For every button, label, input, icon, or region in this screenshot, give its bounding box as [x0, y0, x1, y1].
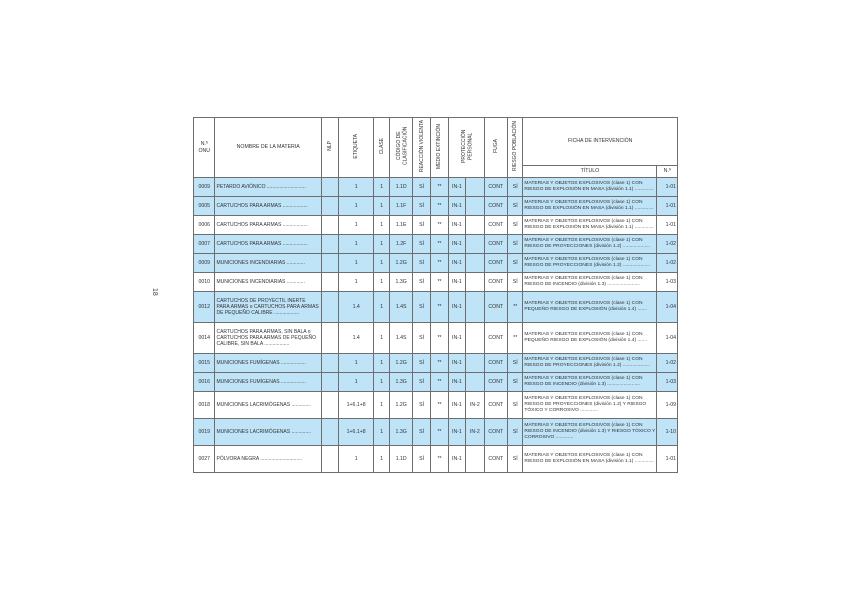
table-cell-onu: 0018 — [194, 392, 215, 419]
table-cell-titulo: MATERIAS Y OBJETOS EXPLOSIVOS (clase 1) CON RIESGO DE INCENDIO (división 1.3) ........................ — [523, 273, 657, 292]
table-cell-proteccion: IN-1 — [448, 419, 465, 446]
table-cell-nlp — [321, 273, 338, 292]
table-cell-nlp — [321, 392, 338, 419]
header-etiqueta: ETIQUETA — [339, 118, 374, 178]
table-cell-proteccion: IN-1 — [448, 354, 465, 373]
table-cell-nficha: 1-09 — [657, 392, 678, 419]
table-cell-fuga: CONT — [484, 273, 508, 292]
table-cell-clase: 1 — [374, 292, 390, 323]
table-row — [194, 446, 678, 473]
table-cell-reaccion: SÍ — [412, 419, 430, 446]
table-cell-medio: ** — [431, 323, 448, 354]
header-fuga: FUGA — [484, 118, 508, 178]
table-cell-onu: 0015 — [194, 354, 215, 373]
table-row — [194, 292, 678, 323]
table-cell-reaccion: SÍ — [412, 392, 430, 419]
table-cell-proteccion: IN-1 — [448, 197, 465, 216]
table-cell-titulo: MATERIAS Y OBJETOS EXPLOSIVOS (clase 1) CON PEQUEÑO RIESGO DE EXPLOSIÓN (división 1.4) ....... — [523, 323, 657, 354]
table-cell-medio: ** — [431, 197, 448, 216]
table-cell-fuga: CONT — [484, 178, 508, 197]
table-cell-clase: 1 — [374, 216, 390, 235]
table-cell-riesgo: SÍ — [508, 216, 523, 235]
table-cell-name: CARTUCHOS PARA ARMAS .................. — [215, 235, 321, 254]
table-cell-proteccion: IN-1 — [448, 446, 465, 473]
table-cell-fuga: CONT — [484, 419, 508, 446]
table-cell-codigo: 1.2F — [390, 235, 413, 254]
table-cell-clase: 1 — [374, 254, 390, 273]
table-cell-proteccion-2 — [466, 254, 484, 273]
table-cell-nlp — [321, 216, 338, 235]
header-nlp: NLP — [321, 118, 338, 178]
table-cell-reaccion: SÍ — [412, 197, 430, 216]
table-cell-codigo: 1.2G — [390, 392, 413, 419]
header-onu: N.º ONU — [194, 118, 215, 178]
table-cell-nficha: 1-03 — [657, 373, 678, 392]
table-cell-etiqueta: 1 — [339, 178, 374, 197]
table-cell-proteccion: IN-1 — [448, 235, 465, 254]
table-cell-name: MUNICIONES FUMÍGENAS .................. — [215, 354, 321, 373]
table-cell-titulo: MATERIAS Y OBJETOS EXPLOSIVOS (clase 1) CON RIESGO DE INCENDIO (división 1.3) Y RIESGO TÓXICO Y CORROSIVO ............. — [523, 419, 657, 446]
table-cell-etiqueta: 1.4 — [339, 323, 374, 354]
table-cell-riesgo: SÍ — [508, 178, 523, 197]
table-cell-riesgo: SÍ — [508, 446, 523, 473]
table-cell-riesgo: SÍ — [508, 419, 523, 446]
header-titulo: TÍTULO — [523, 166, 657, 178]
table-cell-reaccion: SÍ — [412, 216, 430, 235]
table-cell-medio: ** — [431, 419, 448, 446]
header-nficha: N.º — [657, 166, 678, 178]
table-cell-medio: ** — [431, 292, 448, 323]
table-cell-nficha: 1-01 — [657, 446, 678, 473]
table-cell-proteccion: IN-1 — [448, 216, 465, 235]
table-cell-codigo: 1.3G — [390, 373, 413, 392]
table-cell-fuga: CONT — [484, 446, 508, 473]
table-cell-proteccion: IN-1 — [448, 254, 465, 273]
table-cell-fuga: CONT — [484, 354, 508, 373]
table-cell-name: PETARDO AVIÓNICO ............................ — [215, 178, 321, 197]
table-cell-codigo: 1.1E — [390, 216, 413, 235]
table-cell-onu: 0005 — [194, 197, 215, 216]
table-cell-codigo: 1.4S — [390, 292, 413, 323]
table-cell-medio: ** — [431, 273, 448, 292]
table-cell-fuga: CONT — [484, 373, 508, 392]
table-cell-name: CARTUCHOS PARA ARMAS, SIN BALA o CARTUCHOS PARA ARMAS DE PEQUEÑO CALIBRE, SIN BALA .................. — [215, 323, 321, 354]
table-cell-nlp — [321, 446, 338, 473]
table-cell-titulo: MATERIAS Y OBJETOS EXPLOSIVOS (clase 1) CON PEQUEÑO RIESGO DE EXPLOSIÓN (división 1.4) ....... — [523, 292, 657, 323]
table-cell-onu: 0014 — [194, 323, 215, 354]
table-cell-etiqueta: 1 — [339, 273, 374, 292]
table-cell-codigo: 1.2G — [390, 254, 413, 273]
table-cell-name: CARTUCHOS PARA ARMAS .................. — [215, 216, 321, 235]
table-cell-nlp — [321, 419, 338, 446]
table-cell-fuga: CONT — [484, 323, 508, 354]
header-nombre: NOMBRE DE LA MATERIA — [215, 118, 321, 178]
table-cell-fuga: CONT — [484, 292, 508, 323]
table-cell-onu: 0016 — [194, 373, 215, 392]
table-cell-titulo: MATERIAS Y OBJETOS EXPLOSIVOS (clase 1) CON RIESGO DE EXPLOSIÓN EN MASA (división 1.1) .............. — [523, 216, 657, 235]
table-cell-titulo: MATERIAS Y OBJETOS EXPLOSIVOS (clase 1) CON RIESGO DE EXPLOSIÓN EN MASA (división 1.1) .............. — [523, 446, 657, 473]
table-cell-medio: ** — [431, 235, 448, 254]
table-cell-codigo: 1.1D — [390, 178, 413, 197]
table-cell-etiqueta: 1 — [339, 254, 374, 273]
table-cell-titulo: MATERIAS Y OBJETOS EXPLOSIVOS (clase 1) CON RIESGO DE PROYECCIONES (división 1.2) Y RIESGO TÓXICO Y CORROSIVO ............. — [523, 392, 657, 419]
table-cell-nficha: 1-02 — [657, 235, 678, 254]
table-cell-proteccion: IN-1 — [448, 178, 465, 197]
table-cell-fuga: CONT — [484, 392, 508, 419]
table-cell-nlp — [321, 197, 338, 216]
table-cell-nlp — [321, 235, 338, 254]
table-cell-etiqueta: 1 — [339, 373, 374, 392]
table-cell-proteccion: IN-1 — [448, 323, 465, 354]
table-cell-clase: 1 — [374, 392, 390, 419]
table-cell-titulo: MATERIAS Y OBJETOS EXPLOSIVOS (clase 1) CON RIESGO DE EXPLOSIÓN EN MASA (división 1.1) .............. — [523, 197, 657, 216]
table-cell-medio: ** — [431, 446, 448, 473]
table-row — [194, 323, 678, 354]
table-cell-medio: ** — [431, 392, 448, 419]
table-cell-onu: 0009 — [194, 254, 215, 273]
table-cell-codigo: 1.4S — [390, 323, 413, 354]
table-row — [194, 373, 678, 392]
table-cell-etiqueta: 1 — [339, 354, 374, 373]
table-cell-proteccion-2 — [466, 216, 484, 235]
table-row — [194, 354, 678, 373]
table-cell-etiqueta: 1+6.1+8 — [339, 392, 374, 419]
table-cell-riesgo: SÍ — [508, 254, 523, 273]
table-cell-medio: ** — [431, 373, 448, 392]
table-cell-proteccion-2 — [466, 197, 484, 216]
header-medio: MEDIO EXTINCIÓN — [431, 118, 448, 178]
table-cell-reaccion: SÍ — [412, 273, 430, 292]
table-row — [194, 392, 678, 419]
table-cell-reaccion: SÍ — [412, 446, 430, 473]
table-cell-reaccion: SÍ — [412, 292, 430, 323]
table-cell-riesgo: SÍ — [508, 392, 523, 419]
table-cell-titulo: MATERIAS Y OBJETOS EXPLOSIVOS (clase 1) CON RIESGO DE PROYECCIONES (división 1.2) .................... — [523, 254, 657, 273]
table-row — [194, 197, 678, 216]
table-cell-onu: 0027 — [194, 446, 215, 473]
table-cell-proteccion: IN-1 — [448, 292, 465, 323]
table-cell-clase: 1 — [374, 446, 390, 473]
table-cell-name: MUNICIONES LACRIMÓGENAS .............. — [215, 392, 321, 419]
table-cell-onu: 0006 — [194, 216, 215, 235]
table-cell-titulo: MATERIAS Y OBJETOS EXPLOSIVOS (clase 1) CON RIESGO DE PROYECCIONES (división 1.2) .................... — [523, 235, 657, 254]
table-cell-nlp — [321, 292, 338, 323]
table-cell-proteccion-2 — [466, 354, 484, 373]
table-cell-reaccion: SÍ — [412, 235, 430, 254]
table-cell-riesgo: ** — [508, 292, 523, 323]
table-cell-codigo: 1.1D — [390, 446, 413, 473]
table-cell-medio: ** — [431, 216, 448, 235]
header-codigo: CÓDIGO DE CLASIFICACIÓN — [390, 118, 413, 178]
table-cell-riesgo: SÍ — [508, 354, 523, 373]
table-cell-codigo: 1.2G — [390, 354, 413, 373]
table-cell-titulo: MATERIAS Y OBJETOS EXPLOSIVOS (clase 1) CON RIESGO DE EXPLOSIÓN EN MASA (división 1.1) .............. — [523, 178, 657, 197]
page-number: 18 — [151, 288, 158, 296]
table-cell-proteccion: IN-1 — [448, 373, 465, 392]
table-cell-codigo: 1.1F — [390, 197, 413, 216]
table-cell-name: PÓLVORA NEGRA .............................. — [215, 446, 321, 473]
table-row — [194, 254, 678, 273]
materials-table — [193, 117, 678, 473]
table-cell-nlp — [321, 373, 338, 392]
table-cell-proteccion: IN-1 — [448, 392, 465, 419]
table-cell-name: CARTUCHOS PARA ARMAS .................. — [215, 197, 321, 216]
table-cell-onu: 0007 — [194, 235, 215, 254]
table-cell-fuga: CONT — [484, 197, 508, 216]
table-cell-nlp — [321, 323, 338, 354]
table-cell-proteccion-2 — [466, 178, 484, 197]
table-cell-onu: 0012 — [194, 292, 215, 323]
table-cell-clase: 1 — [374, 373, 390, 392]
table-cell-riesgo: ** — [508, 323, 523, 354]
table-cell-reaccion: SÍ — [412, 354, 430, 373]
table-cell-fuga: CONT — [484, 216, 508, 235]
table-cell-etiqueta: 1 — [339, 197, 374, 216]
header-clase: CLASE — [374, 118, 390, 178]
table-cell-clase: 1 — [374, 419, 390, 446]
table-cell-nlp — [321, 254, 338, 273]
table-cell-fuga: CONT — [484, 254, 508, 273]
table-cell-etiqueta: 1 — [339, 446, 374, 473]
table-cell-clase: 1 — [374, 273, 390, 292]
table-row — [194, 419, 678, 446]
table-cell-clase: 1 — [374, 197, 390, 216]
table-cell-titulo: MATERIAS Y OBJETOS EXPLOSIVOS (clase 1) CON RIESGO DE PROYECCIONES (división 1.2) .................... — [523, 354, 657, 373]
table-cell-proteccion-2 — [466, 273, 484, 292]
header-proteccion: PROTECCIÓN PERSONAL — [448, 118, 484, 178]
table-cell-onu: 0019 — [194, 419, 215, 446]
table-cell-codigo: 1.3G — [390, 419, 413, 446]
table-cell-medio: ** — [431, 354, 448, 373]
table-cell-clase: 1 — [374, 178, 390, 197]
table-cell-etiqueta: 1 — [339, 216, 374, 235]
table-row — [194, 273, 678, 292]
table-cell-nlp — [321, 178, 338, 197]
table-cell-name: MUNICIONES INCENDIARIAS ............. — [215, 254, 321, 273]
table-cell-proteccion-2 — [466, 446, 484, 473]
table-cell-clase: 1 — [374, 323, 390, 354]
table-row — [194, 178, 678, 197]
table-cell-nficha: 1-01 — [657, 216, 678, 235]
table-cell-codigo: 1.3G — [390, 273, 413, 292]
table-cell-reaccion: SÍ — [412, 373, 430, 392]
table-cell-riesgo: SÍ — [508, 273, 523, 292]
table-cell-onu: 0010 — [194, 273, 215, 292]
table-cell-reaccion: SÍ — [412, 323, 430, 354]
table-cell-nlp — [321, 354, 338, 373]
table-cell-nficha: 1-01 — [657, 197, 678, 216]
table-cell-nficha: 1-10 — [657, 419, 678, 446]
table-cell-nficha: 1-03 — [657, 273, 678, 292]
table-cell-onu: 0009 — [194, 178, 215, 197]
table-cell-titulo: MATERIAS Y OBJETOS EXPLOSIVOS (clase 1) CON RIESGO DE INCENDIO (división 1.3) ........................ — [523, 373, 657, 392]
table-cell-clase: 1 — [374, 235, 390, 254]
table-cell-proteccion: IN-1 — [448, 273, 465, 292]
table-row — [194, 235, 678, 254]
table-cell-reaccion: SÍ — [412, 178, 430, 197]
table-cell-riesgo: SÍ — [508, 235, 523, 254]
table-cell-nficha: 1-04 — [657, 323, 678, 354]
header-reaccion: REACCIÓN VIOLENTA — [412, 118, 430, 178]
table-cell-name: MUNICIONES FUMÍGENAS .................. — [215, 373, 321, 392]
table-cell-clase: 1 — [374, 354, 390, 373]
table-cell-proteccion-2 — [466, 323, 484, 354]
table-cell-etiqueta: 1.4 — [339, 292, 374, 323]
table-cell-name: MUNICIONES LACRIMÓGENAS .............. — [215, 419, 321, 446]
table-cell-reaccion: SÍ — [412, 254, 430, 273]
table-cell-riesgo: SÍ — [508, 373, 523, 392]
table-cell-medio: ** — [431, 178, 448, 197]
table-cell-nficha: 1-01 — [657, 178, 678, 197]
table-cell-fuga: CONT — [484, 235, 508, 254]
table-cell-nficha: 1-02 — [657, 354, 678, 373]
table-cell-riesgo: SÍ — [508, 197, 523, 216]
table-cell-nficha: 1-04 — [657, 292, 678, 323]
table-row — [194, 216, 678, 235]
table-cell-etiqueta: 1 — [339, 235, 374, 254]
table-cell-nficha: 1-02 — [657, 254, 678, 273]
table-cell-etiqueta: 1+6.1+8 — [339, 419, 374, 446]
table-cell-proteccion-2 — [466, 292, 484, 323]
header-riesgo: RIESGO POBLACIÓN — [508, 118, 523, 178]
table-cell-proteccion-2 — [466, 373, 484, 392]
table-cell-name: CARTUCHOS DE PROYECTIL INERTE PARA ARMAS o CARTUCHOS PARA ARMAS DE PEQUEÑO CALIBRE .................. — [215, 292, 321, 323]
table-cell-medio: ** — [431, 254, 448, 273]
header-ficha: FICHA DE INTERVENCIÓN — [523, 118, 678, 166]
table-cell-proteccion-2 — [466, 235, 484, 254]
table-cell-proteccion-2: IN-2 — [466, 392, 484, 419]
table-cell-name: MUNICIONES INCENDIARIAS ............. — [215, 273, 321, 292]
table-cell-proteccion-2: IN-2 — [466, 419, 484, 446]
